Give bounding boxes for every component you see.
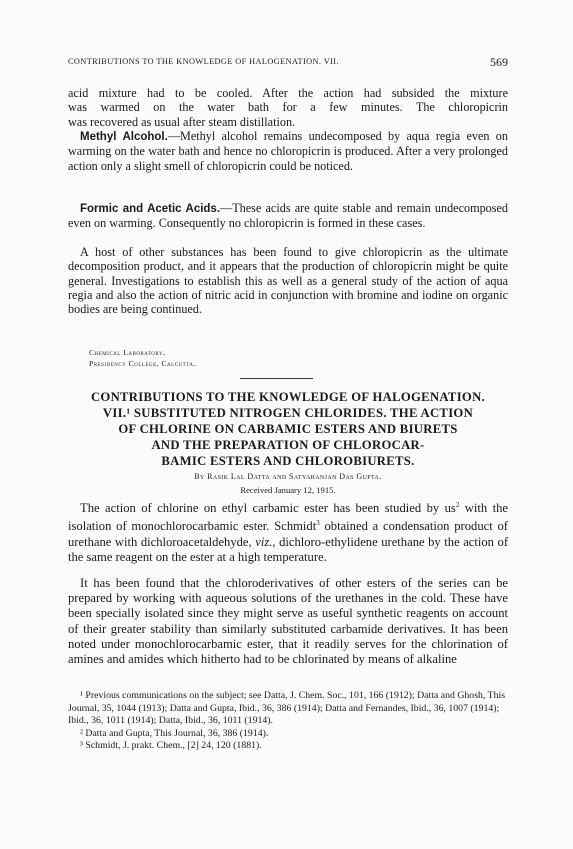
footnote-1: ¹ Previous communications on the subject; see Datta, J. Chem. Soc., 101, 166 (1912); Datta and Ghosh, This Journal, 35, 1044 (1913); Datta and Gupta, Ibid., 36, 386 (1914); Datta and Fernandes, Ibid., 36, 1007 (1914); Ibid., 36, 1011 (1914); Datta, Ibid., 36, 1011 (1914). bbox=[68, 690, 506, 726]
page-number: 569 bbox=[490, 55, 508, 69]
section-divider bbox=[240, 378, 313, 379]
title-line: VII.¹ SUBSTITUTED NITROGEN CHLORIDES. THE ACTION bbox=[102, 406, 474, 420]
footnote-3: ³ Schmidt, J. prakt. Chem., [2] 24, 120 (1881). bbox=[80, 740, 262, 751]
continuation-line: was warmed on the water bath for a few minutes. The chloropicrin bbox=[68, 100, 508, 115]
chloroderivatives-text: It has been found that the chloroderivatives of other esters of the series can be prepared by working with aqueous solutions of the urethanes in the cold. These have been specially isolated since they might serve as useful synthetic reagents on account of their greater stability than similarly substituted carbamide derivatives. It has been noted under monochlorocarbamic ester, that it readily serves for the chlorination of amines and amides which hitherto had to be chlorinated by means of alkaline bbox=[68, 576, 508, 667]
methyl-alcohol-paragraph bbox=[68, 129, 508, 173]
intro-text-d: , dichloro-ethylidene urethane by the action of the same reagent on the ester at a high temperature. bbox=[68, 534, 509, 564]
lab-line-2: Presidency College, Calcutta. bbox=[89, 359, 196, 368]
lab-line-1: Chemical Laboratory, bbox=[89, 348, 166, 357]
continuation-line: was recovered as usual after steam distillation. bbox=[68, 114, 296, 129]
intro-viz: viz. bbox=[255, 534, 273, 549]
title-line: OF CHLORINE ON CARBAMIC ESTERS AND BIURETS bbox=[118, 422, 458, 436]
title-line: BAMIC ESTERS AND CHLOROBIURETS. bbox=[161, 454, 415, 468]
byline: By Rasik Lal Datta and Satyaranjan Das Gupta. bbox=[194, 472, 382, 481]
received-date: Received January 12, 1915. bbox=[240, 485, 336, 495]
methyl-heading: Methyl Alcohol. bbox=[80, 131, 168, 143]
intro-text-a: The action of chlorine on ethyl carbamic ester has been studied by us bbox=[80, 501, 456, 516]
footnotes bbox=[68, 690, 508, 753]
formic-acetic-paragraph bbox=[68, 201, 508, 231]
formic-heading: Formic and Acetic Acids. bbox=[80, 203, 221, 215]
summary-text: A host of other substances has been found to give chloropicrin as the ultimate decomposition product, and it appears that the production of chloropicrin might be quite general. Investigations to establish this as well as a general study of the action of aqua regia and also the action of nitric acid in conjunction with bromine and iodine on organic bodies are being continued. bbox=[68, 245, 508, 317]
lab-address bbox=[89, 347, 196, 369]
footnote-ref-2[interactable]: 2 bbox=[455, 501, 460, 509]
intro-text-b: with the isolation of monochlorocarbamic ester. Schmidt bbox=[68, 501, 509, 534]
footnote-ref-3[interactable]: 3 bbox=[316, 519, 320, 528]
intro-text-c: obtained a condensation product of urethane with dichloroacetaldehyde, bbox=[68, 519, 508, 549]
methyl-text: —Methyl alcohol remains undecomposed by aqua regia even on warming on the water bath and hence no chloropicrin is produced. After a very prolonged action only a slight smell of chloropicrin could be noticed. bbox=[68, 129, 508, 173]
article-title bbox=[58, 389, 518, 469]
chloroderivatives-paragraph bbox=[68, 576, 508, 667]
intro-paragraph bbox=[68, 498, 508, 565]
formic-text: —These acids are quite stable and remain undecomposed even on warming. Consequently no chloropicrin is formed in these cases. bbox=[68, 201, 509, 231]
running-title: CONTRIBUTIONS TO THE KNOWLEDGE OF HALOGENATION. VII. bbox=[68, 57, 339, 66]
continuation-line: acid mixture had to be cooled. After the action had subsided the mixture bbox=[68, 86, 508, 100]
title-line: AND THE PREPARATION OF CHLOROCAR- bbox=[151, 438, 425, 452]
title-line: CONTRIBUTIONS TO THE KNOWLEDGE OF HALOGENATION. bbox=[90, 390, 486, 404]
continuation-paragraph bbox=[68, 86, 508, 129]
summary-paragraph bbox=[68, 245, 508, 316]
running-header bbox=[68, 55, 508, 69]
footnote-2: ² Datta and Gupta, This Journal, 36, 386 (1914). bbox=[80, 727, 269, 739]
